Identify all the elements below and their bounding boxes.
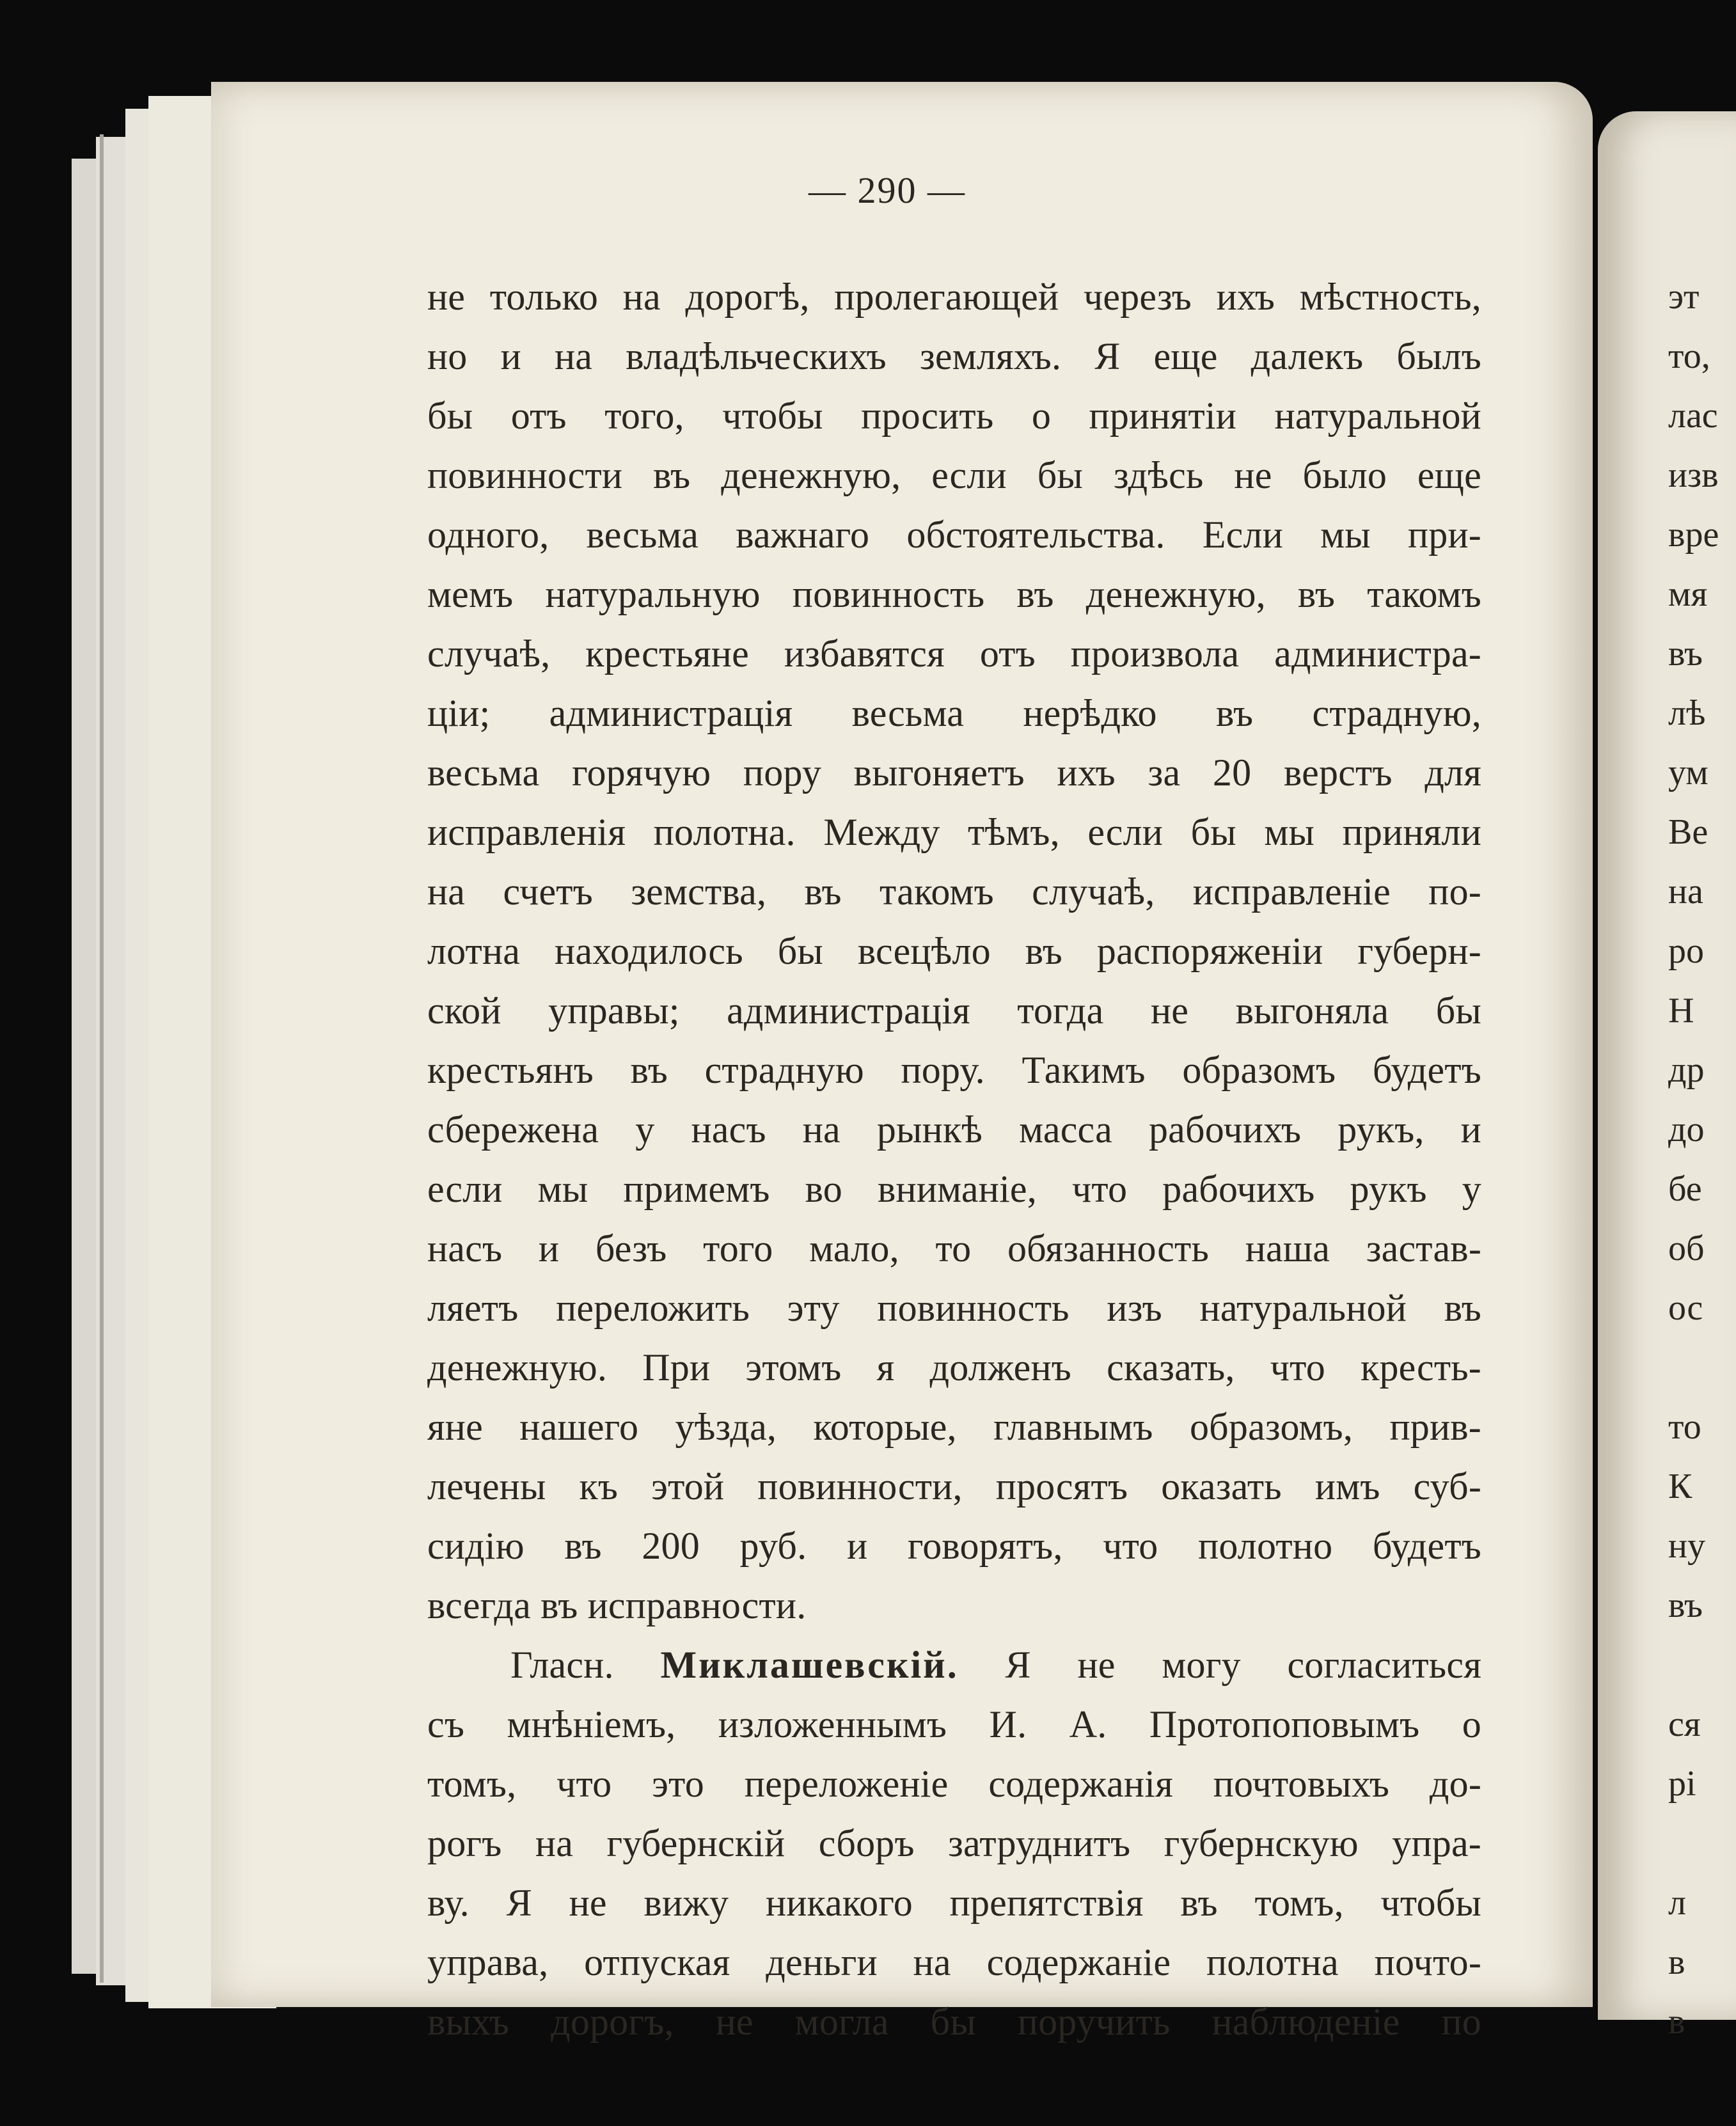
text-line: управа, отпуская деньги на содержаніе полотна почто- bbox=[427, 1941, 1481, 1983]
page-stack-shadow bbox=[100, 134, 104, 1983]
adjacent-line-fragment: вре bbox=[1668, 515, 1719, 555]
text-line: ской управы; администрація тогда не выгоняла бы bbox=[427, 989, 1481, 1032]
text-line: ву. Я не вижу никакого препятствія въ томъ, чтобы bbox=[427, 1882, 1481, 1924]
adjacent-line-fragment: бе bbox=[1668, 1169, 1702, 1209]
adjacent-line-fragment bbox=[1668, 1635, 1736, 1695]
text-line: сидію въ 200 руб. и говорятъ, что полотно будетъ bbox=[427, 1525, 1481, 1567]
adjacent-line-fragment: рі bbox=[1668, 1764, 1696, 1804]
speaker-text: Я не могу согласиться bbox=[1005, 1644, 1481, 1686]
text-line: одного, весьма важнаго обстоятельства. Если мы при- bbox=[427, 514, 1481, 556]
text-line: сбережена у насъ на рынкѣ масса рабочихъ рукъ, и bbox=[427, 1108, 1481, 1151]
adjacent-line-fragment: ну bbox=[1668, 1526, 1705, 1566]
paragraph-2 bbox=[427, 1695, 1481, 2052]
text-line: лечены къ этой повинности, просятъ оказать имъ суб- bbox=[427, 1465, 1481, 1508]
text-line: весьма горячую пору выгоняетъ ихъ за 20 верстъ для bbox=[427, 752, 1481, 794]
text-line: крестьянъ въ страдную пору. Такимъ образомъ будетъ bbox=[427, 1049, 1481, 1091]
text-line: насъ и безъ того мало, то обязанность наша застав- bbox=[427, 1227, 1481, 1270]
paragraph-2-first-line bbox=[427, 1635, 1481, 1695]
adjacent-line-fragment: др bbox=[1668, 1050, 1705, 1090]
adjacent-line-fragment: то, bbox=[1668, 336, 1710, 376]
text-line: бы отъ того, чтобы просить о принятіи натуральной bbox=[427, 395, 1481, 437]
adjacent-line-fragment: изв bbox=[1668, 455, 1719, 495]
adjacent-page-text bbox=[1668, 267, 1736, 2052]
adjacent-line-fragment: лас bbox=[1668, 396, 1718, 436]
adjacent-line-fragment: то bbox=[1668, 1407, 1701, 1447]
text-line: но и на владѣльческихъ земляхъ. Я еще далекъ былъ bbox=[427, 335, 1481, 377]
page-number: — 290 — bbox=[809, 169, 966, 211]
text-line: томъ, что это переложеніе содержанія почтовыхъ до- bbox=[427, 1763, 1481, 1805]
text-line: случаѣ, крестьяне избавятся отъ произвола администра- bbox=[427, 633, 1481, 675]
text-line: ляетъ переложить эту повинность изъ натуральной въ bbox=[427, 1287, 1481, 1329]
adjacent-line-fragment: в bbox=[1668, 1942, 1685, 1982]
adjacent-line-fragment: ся bbox=[1668, 1705, 1701, 1744]
adjacent-line-fragment: в bbox=[1668, 2002, 1685, 2042]
adjacent-line-fragment: лѣ bbox=[1668, 693, 1706, 733]
adjacent-line-fragment: ум bbox=[1668, 753, 1708, 792]
adjacent-line-fragment: до bbox=[1668, 1110, 1705, 1149]
text-line: повинности въ денежную, если бы здѣсь не было еще bbox=[427, 454, 1481, 496]
adjacent-line-fragment: Н bbox=[1668, 991, 1694, 1030]
speaker-prefix: Гласн. bbox=[510, 1644, 614, 1686]
text-line: не только на дорогѣ, пролегающей черезъ ихъ мѣстность, bbox=[427, 276, 1481, 318]
adjacent-line-fragment bbox=[1668, 1338, 1736, 1398]
adjacent-line-fragment: ос bbox=[1668, 1288, 1703, 1328]
text-line: на счетъ земства, въ такомъ случаѣ, исправленіе по- bbox=[427, 870, 1481, 913]
text-line: ціи; администрація весьма нерѣдко въ страдную, bbox=[427, 692, 1481, 734]
text-line: исправленія полотна. Между тѣмъ, если бы мы приняли bbox=[427, 811, 1481, 853]
adjacent-line-fragment: ро bbox=[1668, 931, 1704, 971]
adjacent-line-fragment: Ве bbox=[1668, 812, 1708, 852]
adjacent-line-fragment bbox=[1668, 1814, 1736, 1873]
adjacent-line-fragment: на bbox=[1668, 872, 1703, 911]
text-line: яне нашего уѣзда, которые, главнымъ образомъ, прив- bbox=[427, 1406, 1481, 1448]
text-line: лотна находилось бы всецѣло въ распоряженіи губерн- bbox=[427, 930, 1481, 972]
adjacent-line-fragment: въ bbox=[1668, 1586, 1703, 1625]
text-line: выхъ дорогъ, не могла бы поручить наблюденіе по bbox=[427, 2001, 1481, 2043]
paragraph-1 bbox=[427, 267, 1481, 1635]
adjacent-line-fragment: л bbox=[1668, 1883, 1686, 1923]
text-line: рогъ на губернскій сборъ затруднитъ губернскую упра- bbox=[427, 1822, 1481, 1864]
speaker-name: Миклашевскій. bbox=[660, 1644, 959, 1686]
adjacent-line-fragment: мя bbox=[1668, 574, 1708, 614]
text-line: если мы примемъ во вниманіе, что рабочихъ рукъ у bbox=[427, 1168, 1481, 1210]
text-line: всегда въ исправности. bbox=[427, 1584, 807, 1626]
text-line: денежную. При этомъ я долженъ сказать, что кресть- bbox=[427, 1346, 1481, 1389]
adjacent-line-fragment: К bbox=[1668, 1467, 1693, 1506]
text-line: съ мнѣніемъ, изложеннымъ И. А. Протопоповымъ о bbox=[427, 1703, 1481, 1745]
adjacent-line-fragment: въ bbox=[1668, 634, 1703, 673]
text-line: мемъ натуральную повинность въ денежную, въ такомъ bbox=[427, 573, 1481, 615]
adjacent-line-fragment: об bbox=[1668, 1229, 1705, 1268]
main-text-block bbox=[427, 267, 1481, 2052]
adjacent-line-fragment: эт bbox=[1668, 277, 1700, 317]
